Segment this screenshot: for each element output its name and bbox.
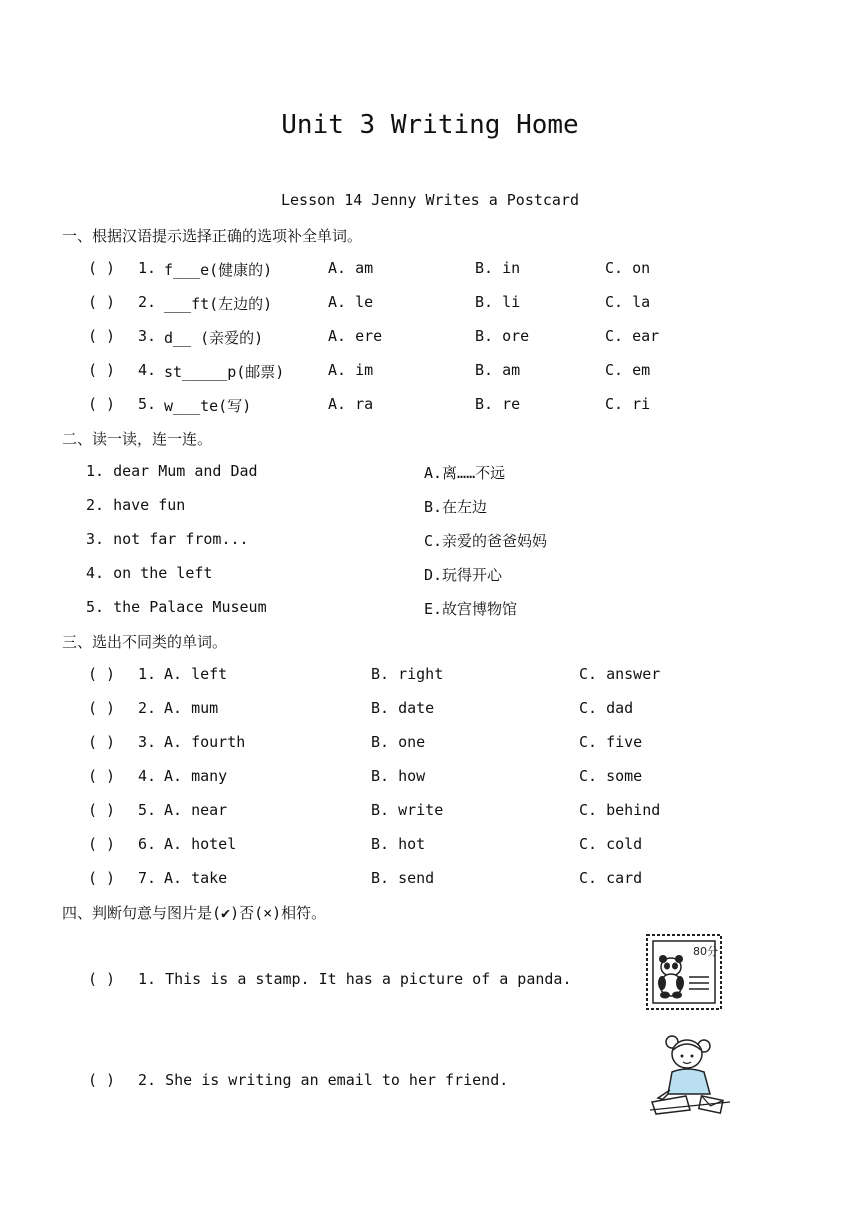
item-number: 1. [138, 665, 157, 683]
option-a: A. am [328, 259, 374, 277]
option-a: A. take [164, 869, 228, 887]
item-number: 2. [138, 293, 157, 311]
answer-blank[interactable]: ( ) [88, 665, 116, 683]
section-2-heading: 二、读一读，连一连。 [62, 430, 213, 448]
match-left-item[interactable]: 2. have fun [86, 496, 186, 514]
word-hint: ___ft(左边的) [164, 295, 273, 313]
item-number: 4. [138, 767, 157, 785]
option-c: C. behind [579, 801, 661, 819]
word-hint: d__ (亲爱的) [164, 329, 264, 347]
item-number: 1. [138, 259, 157, 277]
option-a: A. ere [328, 327, 383, 345]
item-number: 5. [138, 395, 157, 413]
option-c: C. ri [605, 395, 651, 413]
option-b: B. am [475, 361, 521, 379]
match-right-item[interactable]: E.故宫博物馆 [424, 600, 518, 618]
option-b: B. one [371, 733, 426, 751]
answer-blank[interactable]: ( ) [88, 361, 116, 379]
option-b: B. how [371, 767, 426, 785]
answer-blank[interactable]: ( ) [88, 395, 116, 413]
lesson-subtitle: Lesson 14 Jenny Writes a Postcard [280, 191, 579, 209]
item-number: 3. [138, 733, 157, 751]
word-hint: w___te(写) [164, 397, 252, 415]
answer-blank[interactable]: ( ) [88, 293, 116, 311]
stamp-value: 80分 [693, 945, 718, 958]
word-hint: f___e(健康的) [164, 261, 273, 279]
section-3-heading: 三、选出不同类的单词。 [62, 633, 228, 651]
match-left-item[interactable]: 3. not far from... [86, 530, 249, 548]
option-c: C. on [605, 259, 651, 277]
item-number: 5. [138, 801, 157, 819]
answer-blank[interactable]: ( ) [88, 835, 116, 853]
option-c: C. dad [579, 699, 634, 717]
option-b: B. in [475, 259, 521, 277]
match-right-item[interactable]: D.玩得开心 [424, 566, 503, 584]
item-number: 6. [138, 835, 157, 853]
option-a: A. le [328, 293, 374, 311]
option-c: C. answer [579, 665, 661, 683]
word-hint: st_____p(邮票) [164, 363, 285, 381]
option-a: A. im [328, 361, 374, 379]
section-1-heading: 一、根据汉语提示选择正确的选项补全单词。 [62, 227, 363, 245]
option-c: C. some [579, 767, 643, 785]
option-b: B. send [371, 869, 435, 887]
match-right-item[interactable]: A.离……不远 [424, 464, 506, 482]
option-b: B. re [475, 395, 521, 413]
judge-sentence: 1. This is a stamp. It has a picture of a panda. [138, 970, 572, 988]
option-a: A. ra [328, 395, 374, 413]
item-number: 7. [138, 869, 157, 887]
option-b: B. write [371, 801, 444, 819]
answer-blank[interactable]: ( ) [88, 767, 116, 785]
match-left-item[interactable]: 5. the Palace Museum [86, 598, 267, 616]
option-b: B. right [371, 665, 444, 683]
option-c: C. ear [605, 327, 660, 345]
option-c: C. card [579, 869, 643, 887]
item-number: 3. [138, 327, 157, 345]
panda-stamp-icon [645, 933, 723, 1011]
answer-blank[interactable]: ( ) [88, 699, 116, 717]
option-a: A. fourth [164, 733, 246, 751]
option-b: B. li [475, 293, 521, 311]
option-a: A. hotel [164, 835, 237, 853]
match-left-item[interactable]: 4. on the left [86, 564, 213, 582]
option-c: C. five [579, 733, 643, 751]
option-a: A. many [164, 767, 228, 785]
option-c: C. cold [579, 835, 643, 853]
answer-blank[interactable]: ( ) [88, 327, 116, 345]
match-right-item[interactable]: B.在左边 [424, 498, 488, 516]
match-left-item[interactable]: 1. dear Mum and Dad [86, 462, 258, 480]
judge-sentence: 2. She is writing an email to her friend. [138, 1071, 509, 1089]
option-b: B. hot [371, 835, 426, 853]
page-title: Unit 3 Writing Home [281, 110, 579, 140]
answer-blank[interactable]: ( ) [88, 970, 116, 988]
option-a: A. near [164, 801, 228, 819]
option-b: B. ore [475, 327, 530, 345]
option-c: C. la [605, 293, 651, 311]
section-4-heading: 四、判断句意与图片是(✔)否(×)相符。 [62, 904, 327, 922]
option-c: C. em [605, 361, 651, 379]
item-number: 4. [138, 361, 157, 379]
answer-blank[interactable]: ( ) [88, 733, 116, 751]
option-a: A. left [164, 665, 228, 683]
match-right-item[interactable]: C.亲爱的爸爸妈妈 [424, 532, 548, 550]
answer-blank[interactable]: ( ) [88, 1071, 116, 1089]
answer-blank[interactable]: ( ) [88, 869, 116, 887]
girl-writing-icon [650, 1032, 732, 1116]
option-b: B. date [371, 699, 435, 717]
answer-blank[interactable]: ( ) [88, 801, 116, 819]
item-number: 2. [138, 699, 157, 717]
answer-blank[interactable]: ( ) [88, 259, 116, 277]
option-a: A. mum [164, 699, 219, 717]
